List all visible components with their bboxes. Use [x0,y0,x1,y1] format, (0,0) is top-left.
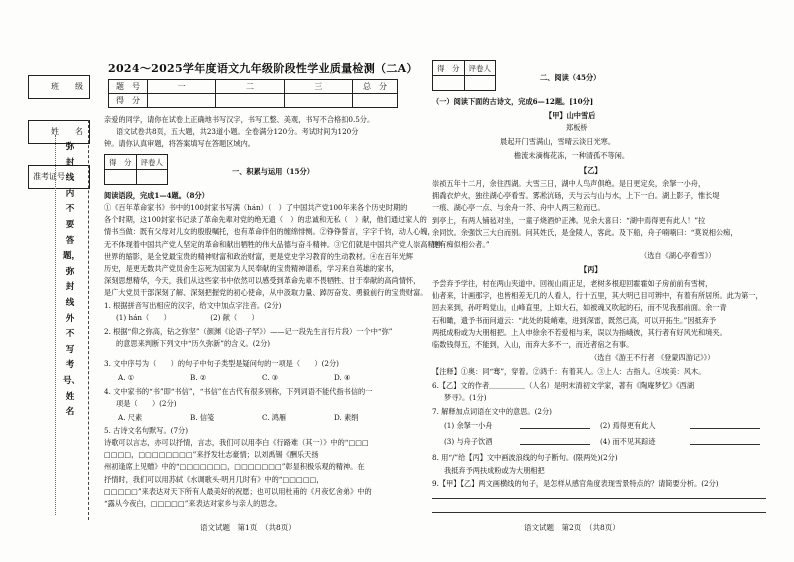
yi-label: 【乙】 [580,166,602,175]
question-3: 3. 文中序号为（ ）的句子中句子类型是疑问句的一项是（ ）(2分) [104,359,339,368]
bing-text: 予尝弃予学往，村在两山夹道中。回视山雨正足，老树多根迎回霍霍如子房前前有雪树， 仙者来，计画那字，也皆相差无几的人看人，行十五里，其大明已目可辨中，有着有所居所。此为第一， 回去来到，孙吁鸣觉山，山峰直里，上如大石，如被魂又吹起的石，而不见我那前面。余一青 石和瞰，遗予书而问道云：“此处的陡峭难，进到深雷，既然已高，可以开拓生。”因抵弃予 两抵成粉或为大朋相把。上人申徐余不若爱相与来，误以为指峨彼，其行者有好风光和境夹。 临数钱得五，不能到，入山，而弃大多不一，而近者宿之有事。 [432,279,763,350]
q9-answer-line-2[interactable] [432,512,766,513]
grader-box-left: 得 分 评卷人 [104,154,168,185]
class-field[interactable]: 班 级 [28,75,90,99]
question-1: 1. 根据拼音写出相应的汉字，给文中加点字注音。(2分) [104,301,282,310]
question-8a: 8. 用“/”给【丙】文中画波浪线的句子断句。(限两处)(2分) [432,453,618,462]
q7-item-4: (4) 而不见其踪迹 [600,437,656,446]
reading-title: 阅读语段，完成1—4题。（8分） [104,191,209,200]
page-title: 2024～2025学年度语文九年级阶段性学业质量检测（二A） [108,62,418,75]
jia-label: 【甲】山中雪后 [545,111,596,120]
question-6: 6.【乙】文的作者＿＿＿＿＿（人名）是明末清初文学家，著有《陶庵梦忆》《西湖 [432,381,695,390]
question-8b[interactable]: 我抵弃予两扶成粉或为大朋相把 [444,466,545,475]
question-7: 7. 解释加点词语在文中的意思。(2分) [432,407,552,416]
name-field[interactable]: 姓 名 [28,120,90,144]
yi-source: （选自《湖心亭看雪》） [640,251,716,260]
score-cell-3[interactable] [284,94,352,108]
footer-right: 语文试题 第2页 （共8页） [524,523,620,532]
q7-item-1: (1) 余拏一小舟 [444,421,493,430]
yi-text: 崇祯五年十二月，余住西湖。大雪三日，湖中人鸟声俱绝。是日更定矣，余拏一小舟， 拥毳衣炉火，独往湖心亭看雪。雾凇沆砀，天与云与山与水，上下一白。湖上影子，惟长堤 一痕、湖心亭一点、与余舟一芥、舟中人两三粒而已。 到亭上，有两人铺毡对坐，一童子烧酒炉正沸。见余大喜曰：“湖中焉得更有此人！”拉 余同饮。余强饮三大白而别。问其姓氏，是金陵人，客此。及下船，舟子喃喃曰：“莫说相公痴， 更有痴似相公者。” [432,179,738,250]
intro-2: 语文试卷共8页，五大题，共23道小题。全卷满分120分。考试时间为120分 [116,127,359,136]
q7-answer-line-2[interactable] [690,428,760,429]
grader-box-right: 得 分 评卷人 [432,60,496,91]
grader-score-input-right[interactable] [433,76,465,91]
q7-item-2: (2) 焉得更有此人 [600,421,656,430]
subsection-title: （一）阅读下面的古诗文，完成6—12题。[10分] [432,97,594,106]
q7-answer-line-1[interactable] [520,428,590,429]
jia-author: 郑板桥 [566,123,588,132]
q7-item-3: (3) 与舟子饮酒 [444,437,493,446]
seal-line [88,120,89,520]
q9-answer-line-1[interactable] [432,498,766,499]
q7-answer-line-4[interactable] [690,444,760,445]
question-6b: 梦寻》。(1分) [444,393,487,402]
q4-option-c[interactable]: C. 鸿雁 [262,413,287,422]
intro-1: 亲爱的同学，请你在试卷上正确地书写汉字，书写工整、美观，书写不合格扣0.5分。 [104,115,375,124]
q3-option-d[interactable]: D. ④ [334,373,351,382]
grader-score-input[interactable] [105,170,137,185]
section1-title: 一、积累与运用（15分） [232,167,314,176]
score-cell-2[interactable] [216,94,284,108]
q7-answer-line-3[interactable] [520,444,590,445]
exam-number-field[interactable]: 准考证号 [28,165,90,189]
q3-option-b[interactable]: B. ② [190,373,207,382]
q4-option-d[interactable]: D. 素绢 [334,413,359,422]
question-1-blanks[interactable]: (1) hán（ ） (2) 献（ ） [116,313,259,322]
poem-line-2: 檐流未滴梅花冻，一种清孤不等闲。 [514,151,630,160]
notes: 【注释】①奥：同“骞”，穿着。②鸿千：有着其人。③上人：古指人。④埃美：风木。 [432,367,706,376]
footer-left: 语文试题 第1页 （共8页） [200,523,296,532]
question-4b: 项是（ ）(2分) [116,399,177,408]
bing-label: 【丙】 [580,265,602,274]
seal-warning: 弥封线内不要答题，弥封线外不写考号、姓名 [63,142,81,418]
q4-option-a[interactable]: A. 尺素 [118,413,143,422]
question-5-lines: 诗歌可以言志，亦可以抒情，言志，我们可以用李白《行路难（其一）》中的“□□□ □□□□，□□□□□□□□”来抒发壮志豪情；以刘禹锡《酬乐天扬 州初逢席上见赠》中的“□□□□□□□，□□□□□□□”彰显积极乐观的精神。在 抒情时，我们可以用苏轼《水调歌头·明月几时有》中的“□□□□□， □□□□□”来表达对天下所有人最美好的祝愿；也可以用杜甫的《月夜忆舍弟》中的 “露从今夜白，□□□□□”来表达对家乡与亲人的思念。 [104,438,372,509]
passage: ①《百年革命家书》书中的100封家书写满（hán）（ ）了中国共产党100年来各个历史时期的 各个时期，这100封家书记录了革命先辈对党的绝无遗（ ）的忠诚和无私（ ）献，他们通过家人的 情书当做：既有父母对儿女的殷殷嘱托，也有革命伴侣的缠绵悱恻。②铮铮誓言，字字千钧，动人心魄， 无不体现着中国共产党人坚定的革命和献出牺牲的伟大品德与奋斗精神。③它们就是中国共产党人崇高精神 世界的缩影，是全党最宝贵的精神财富和政治财富，更是党史学习教育的生动教材。④在百年光辉 历史，是更无数共产党员舍生忘死为国家为人民奉献的宝贵精神谱系，学习来自英雄的家书， 深刻思想精华，今天，我们从这些家书中依然可以感受到革命先辈不畏牺牲、甘于奉献的高尚情怀， 是广大党员干部深刻了解、深刻把握党的初心使命，从中汲取力量、踔厉奋发、勇毅前行的宝贵财富。 [104,203,442,298]
question-9: 9.【甲】【乙】两文画横线的句子，是怎样从感官角度表现雪景特点的？请简要分析。(2分) [432,479,719,488]
intro-3: 钟。请你认真审题，将答案填写在答题区域内。 [104,139,255,148]
score-table: 题 号 一 二 三 总 分 得 分 [108,79,398,108]
score-cell-1[interactable] [148,94,216,108]
question-2a: 2. 根据“仰之弥高，钻之弥坚”（颜渊《论语·子罕》）——记一段先生言行片段）一个中“弥” [104,327,393,336]
question-4a: 4. 文中家书的“书”即“书信”，“书信”在古代有很多别称，下列词语不能代指书信的一 [104,387,373,396]
grader-name-input-right[interactable] [464,76,496,91]
bing-source: （选自《游王不行者 《登蒙四游记》》） [590,353,715,362]
section2-title: 二、阅读（45分） [540,73,601,82]
grader-name-input[interactable] [136,170,168,185]
question-2b: 的意思来判断下列文中“历久弥新”的含义。(2分) [116,339,271,348]
poem-line-1: 晨起开门雪满山，雪晴云淡日光寒。 [500,137,616,146]
question-5: 5. 古诗文名句默写。(7分) [104,426,189,435]
q4-option-b[interactable]: B. 信笺 [190,413,215,422]
q3-option-c[interactable]: C. ③ [262,373,279,382]
seal-line-inner [55,135,56,515]
q3-option-a[interactable]: A. ① [118,373,135,382]
score-cell-total[interactable] [353,94,398,108]
binding-strip [0,40,100,540]
